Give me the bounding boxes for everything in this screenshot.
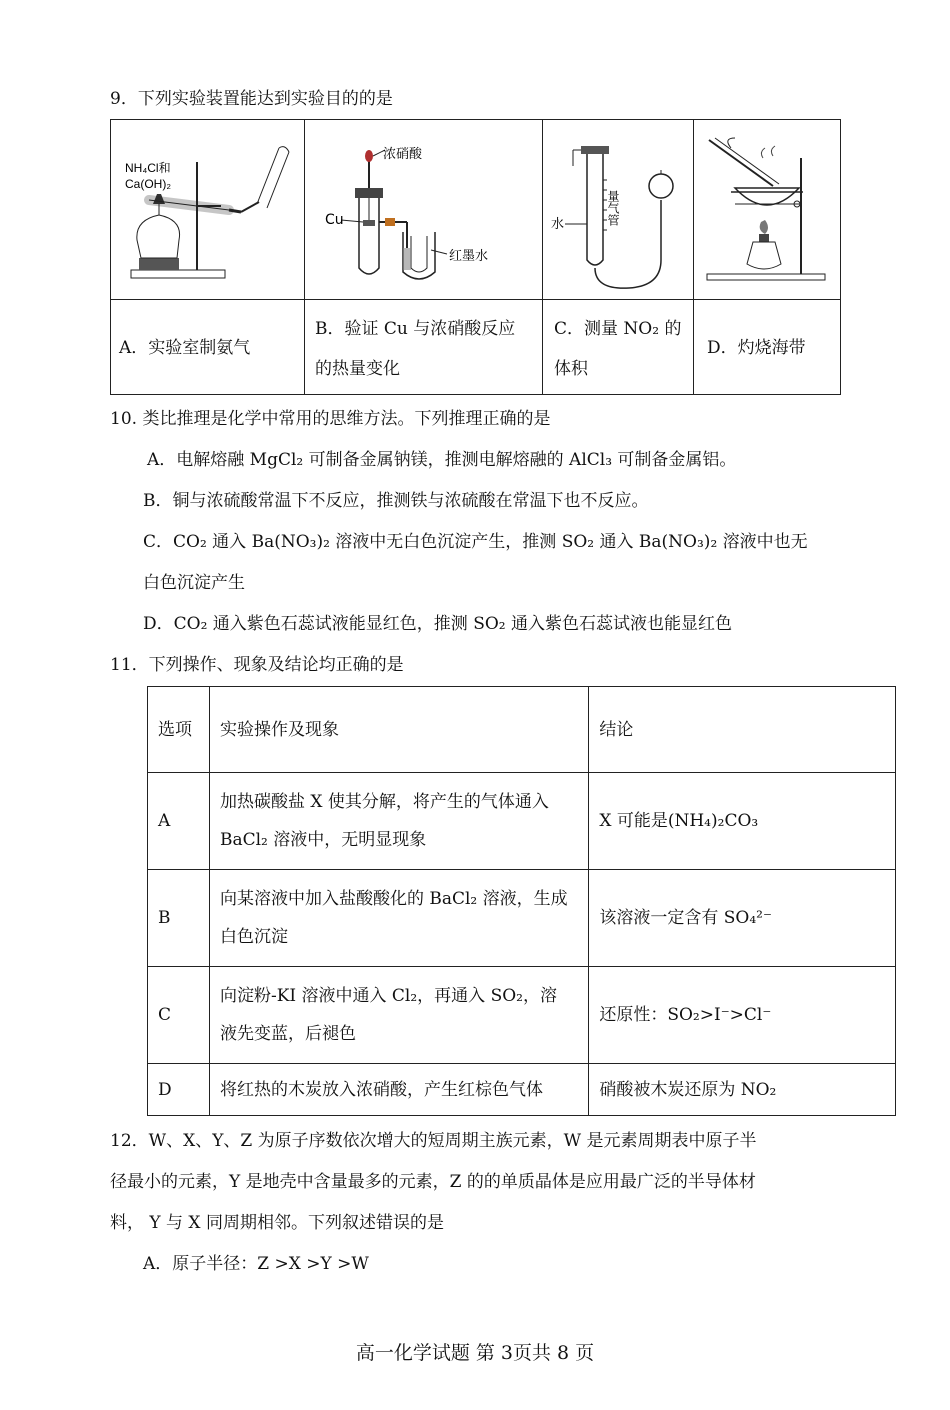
row-b-operation: 向某溶液中加入盐酸酸化的 BaCl₂ 溶液，生成 白色沉淀 [209,870,588,967]
page-footer: 高一化学试题 第 3页共 8 页 [355,1342,595,1364]
q10-option-c-line1: C．CO₂ 通入 Ba(NO₃)₂ 溶液中无白色沉淀产生，推测 SO₂ 通入 Ba(NO₃)₂ 溶液中也无 [143,532,808,552]
a-reagent-label-2: Ca(OH)₂ [125,177,171,191]
table-row [148,967,896,1064]
row-a-option: A [148,773,210,870]
b-acid-label: 浓硝酸 [383,147,423,162]
header-conclusion: 结论 [589,687,896,773]
b-cu-label: Cu [325,212,344,228]
row-c-conclusion: 还原性：SO₂>I⁻>Cl⁻ [589,967,896,1064]
row-a-operation: 加热碳酸盐 X 使其分解，将产生的气体通入 BaCl₂ 溶液中，无明显现象 [209,773,588,870]
q9-option-c-line2: 体积 [554,359,588,379]
row-b-conclusion: 该溶液一定含有 SO₄²⁻ [589,870,896,967]
q12-line2: 径最小的元素，Y 是地壳中含量最多的元素，Z 的的单质晶体是应用最广泛的半导体材 [110,1172,756,1192]
header-operation: 实验操作及现象 [209,687,588,773]
row-d-option: D [148,1064,210,1116]
table-header-row [148,687,896,773]
q9-option-d: D．灼烧海带 [707,338,806,358]
ammonia-apparatus-figure [119,140,299,295]
q9-option-c-line1: C．测量 NO₂ 的 [554,319,682,339]
row-c-option: C [148,967,210,1064]
row-c-operation: 向淀粉-KI 溶液中通入 Cl₂，再通入 SO₂，溶 液先变蓝，后褪色 [209,967,588,1064]
header-option: 选项 [148,687,210,773]
c-water-label: 水 [551,217,565,232]
q10-stem: 10. 类比推理是化学中常用的思维方法。下列推理正确的是 [110,409,551,429]
cu-nitric-acid-figure [311,140,536,295]
q9-option-a: A．实验室制氨气 [119,338,251,358]
q12-line3: 料， Y 与 X 同周期相邻。下列叙述错误的是 [110,1213,444,1233]
row-b-option: B [148,870,210,967]
calcining-seaweed-figure [701,134,839,294]
c-tube-label: 量气管 [606,190,620,226]
q10-option-b: B．铜与浓硫酸常温下不反应，推测铁与浓硫酸在常温下也不反应。 [143,491,649,511]
q10-option-c-line2: 白色沉淀产生 [143,573,245,593]
q9-option-b-line1: B．验证 Cu 与浓硝酸反应 [315,319,516,339]
q11-table [147,686,896,1116]
q9-figure-table [110,119,841,395]
row-d-operation: 将红热的木炭放入浓硝酸，产生红棕色气体 [209,1064,588,1116]
q12-line1: 12．W、X、Y、Z 为原子序数依次增大的短周期主族元素，W 是元素周期表中原子半 [110,1131,757,1151]
q10-option-d: D．CO₂ 通入紫色石蕊试液能显红色，推测 SO₂ 通入紫色石蕊试液也能显红色 [143,614,732,634]
q9-option-b-line2: 的热量变化 [315,359,400,379]
table-row [148,1064,896,1116]
row-a-conclusion: X 可能是(NH₄)₂CO₃ [589,773,896,870]
table-row [148,870,896,967]
q10-option-a: A．电解熔融 MgCl₂ 可制备金属钠镁，推测电解熔融的 AlCl₃ 可制备金属铝。 [147,450,737,470]
table-row [148,773,896,870]
q9-stem: 9．下列实验装置能达到实验目的的是 [110,89,393,109]
gas-burette-figure [549,140,687,295]
q11-stem: 11．下列操作、现象及结论均正确的是 [110,655,404,675]
a-reagent-label-1: NH₄Cl和 [125,161,171,175]
b-ink-label: 红墨水 [449,249,489,264]
row-d-conclusion: 硝酸被木炭还原为 NO₂ [589,1064,896,1116]
q12-option-a: A．原子半径：Z >X >Y >W [143,1254,369,1274]
